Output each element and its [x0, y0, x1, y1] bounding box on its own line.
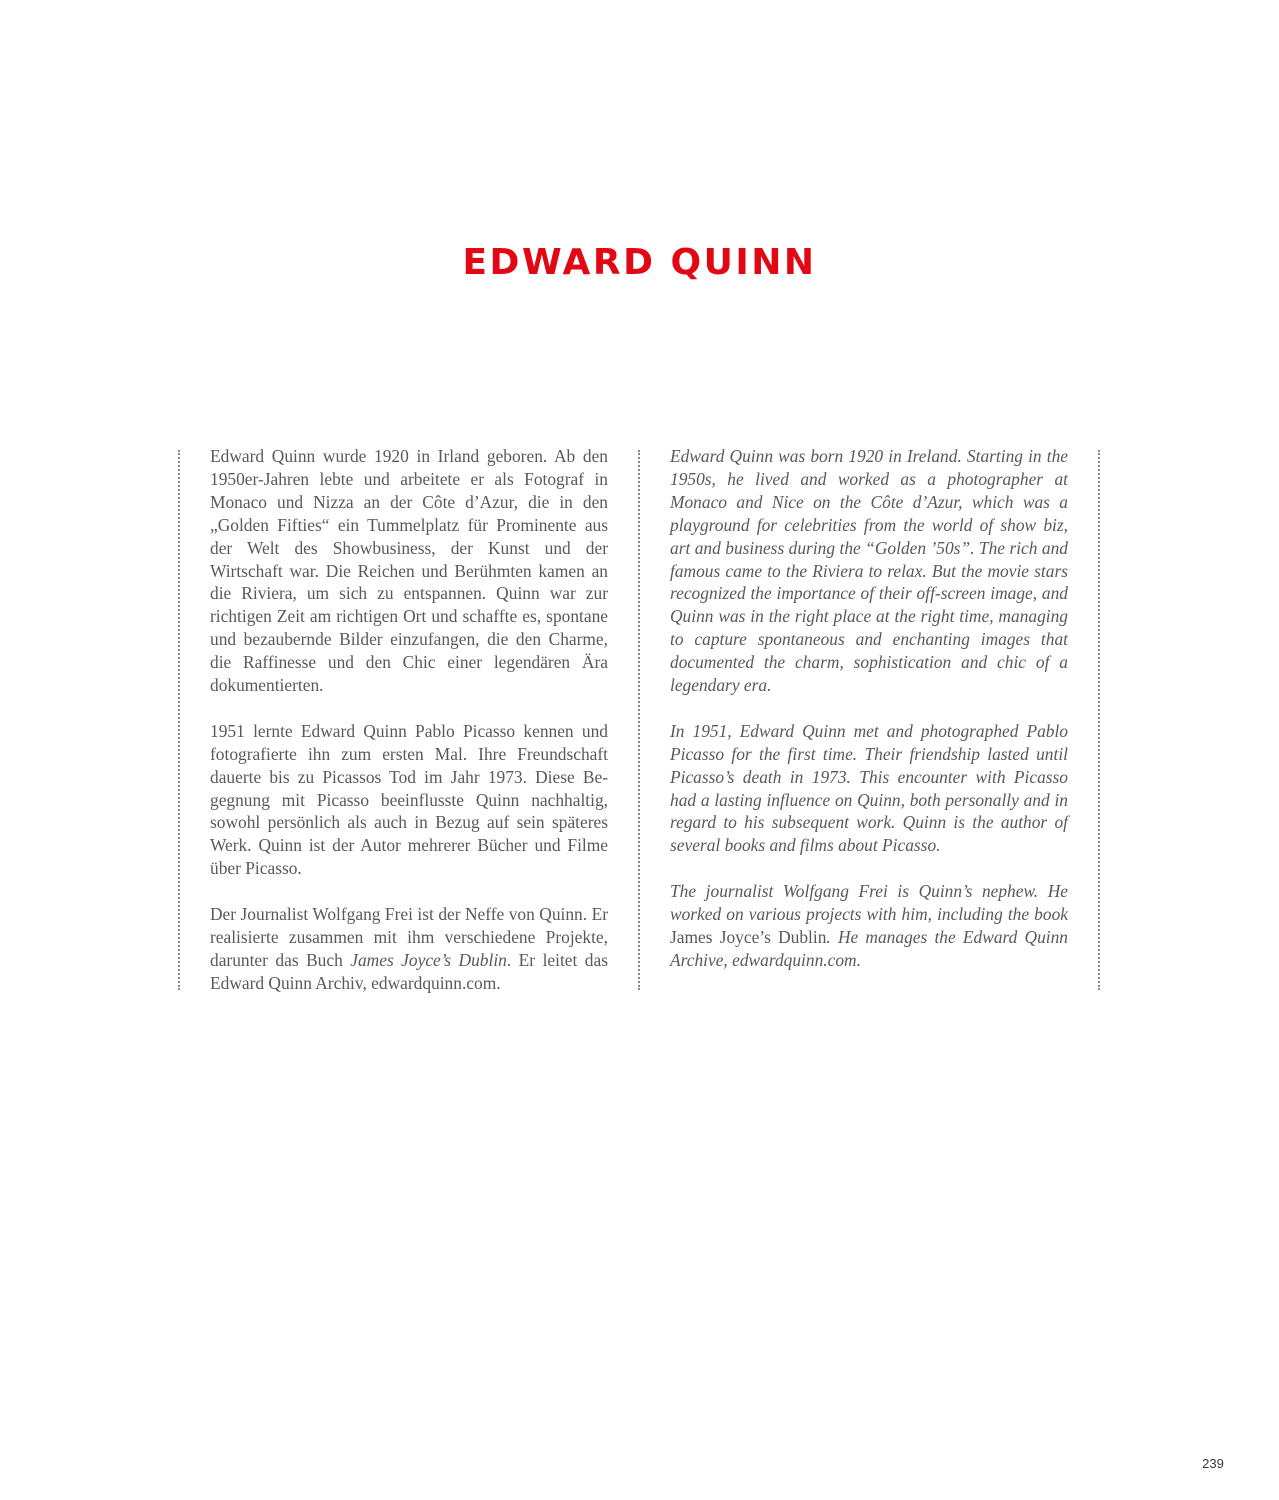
dotted-divider-left: [178, 450, 180, 990]
english-paragraph-3: [670, 880, 1068, 972]
english-paragraph-2: In 1951, Edward Quinn met and photographed Pablo Picasso for the first time. Their friendship lasted until Picasso’s death in 1973. This encounter with Picasso had a lasting influence on Quinn, both personally and in regard to his subsequent work. Quinn is the author of several books and films about Picasso.: [670, 720, 1068, 856]
english-paragraph-1: Edward Quinn was born 1920 in Ireland. Starting in the 1950s, he lived and worked as a photographer at Monaco and Nice on the Côte d’Azur, which was a playground for celebrities from the world of show biz, art and business during the “Golden ’50s”. The rich and famous came to the Riviera to relax. But the movie stars recognized the importance of their off-screen image, and Quinn was in the right place at the right time, managing to capture spontaneous and enchanting images that documented the charm, sophistication and chic of a legendary era.: [670, 446, 1068, 696]
german-paragraph-3-start: Der Journalist Wolfgang Frei ist der Neffe von Quinn. Er realisierte zusammen mit ihm verschiedene Projekte, darunter das Buch: [210, 904, 608, 970]
english-paragraph-3-start: The journalist Wolfgang Frei is Quinn’s nephew. He worked on various projects with him, including the book: [670, 881, 1068, 925]
german-paragraph-2: 1951 lernte Edward Quinn Pablo Picasso kennen und fotografierte ihn zum ersten Mal. Ihre Freundschaft dauerte bis zu Picassos Tod im Jahr 1973. Diese Begegnung mit Picasso beeinflusste Quinn nachhaltig, sowohl persönlich als auch in Bezug auf sein späteres Werk. Quinn ist der Autor mehrerer Bücher und Filme über Picasso.: [210, 720, 608, 879]
english-paragraph-3-end: . He manages the Edward Quinn Archive, edwardquinn.com.: [670, 927, 1069, 970]
english-book-title: James Joyce’s Dublin: [670, 927, 827, 947]
german-book-title: James Joyce’s Dublin: [350, 949, 507, 970]
english-text-column: [670, 445, 1068, 972]
dotted-divider-center: [638, 450, 640, 990]
dotted-divider-right: [1098, 450, 1100, 990]
german-paragraph-3: [210, 903, 608, 995]
page-title: EDWARD QUINN: [462, 242, 817, 283]
german-paragraph-1: Edward Quinn wurde 1920 in Irland geboren. Ab den 1950er-Jahren lebte und arbeitete er als Fotograf in Monaco und Nizza an der Côte d’Azur, die in den „Golden Fifties“ ein Tummelplatz für Prominente aus der Welt des Showbusiness, der Kunst und der Wirtschaft war. Die Reichen und Berühmten kamen an die Riviera, um sich zu entspannen. Quinn war zur richtigen Zeit am richtigen Ort und schaffte es, spontane und bezaubernde Bilder einzufangen, die den Charme, die Raffinesse und den Chic einer legendären Ära dokumentierten.: [210, 446, 608, 696]
german-text-column: [210, 445, 608, 995]
german-paragraph-3-end: . Er leitet das Edward Quinn Archiv, edwardquinn.com.: [210, 949, 608, 993]
page-number: 239: [1202, 1456, 1224, 1471]
